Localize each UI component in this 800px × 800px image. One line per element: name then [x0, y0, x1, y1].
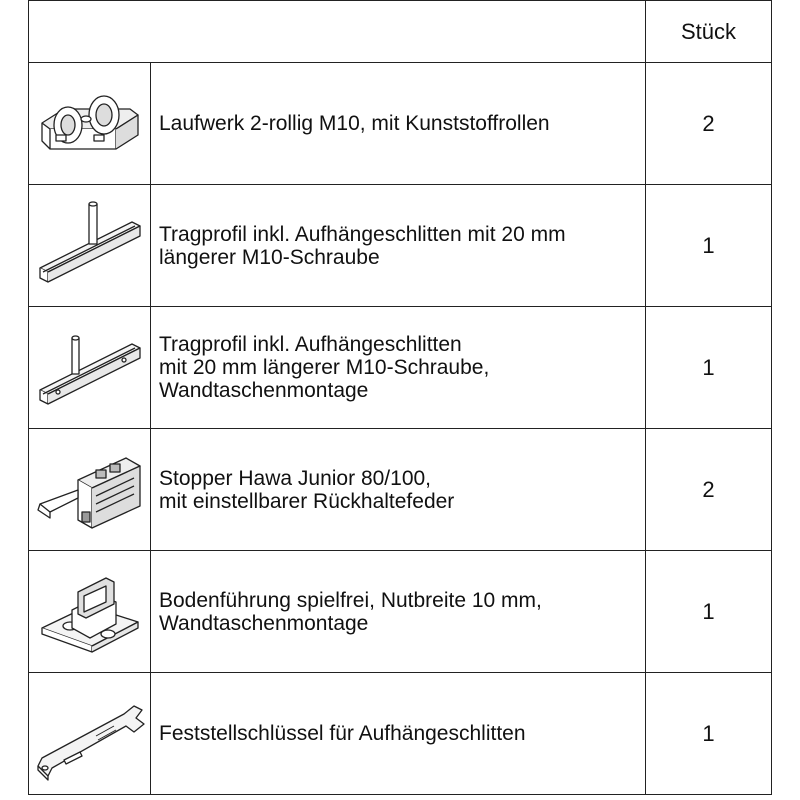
description-line: Wandtaschenmontage: [159, 611, 369, 635]
description-line: Tragprofil inkl. Aufhängeschlitten mit 20 mm: [159, 222, 566, 246]
description-line: Feststellschlüssel für Aufhängeschlitten: [159, 722, 526, 745]
support-profile-icon: [34, 196, 146, 296]
header-empty-cell: [29, 1, 646, 63]
item-qty: 1: [646, 307, 772, 429]
item-description: [151, 673, 646, 795]
description-line: Wandtaschenmontage: [159, 379, 369, 402]
item-qty: 2: [646, 63, 772, 185]
item-image-cell: [29, 63, 151, 185]
item-qty: 1: [646, 551, 772, 673]
description-line: Stopper Hawa Junior 80/100,: [159, 466, 432, 490]
item-description: [151, 429, 646, 551]
header-row: [29, 1, 772, 63]
description-line: mit einstellbarer Rückhaltefeder: [159, 489, 455, 513]
table-row: [29, 673, 772, 795]
locking-wrench-icon: [34, 684, 146, 784]
parts-table: [28, 0, 772, 795]
stopper-icon: [34, 440, 146, 540]
floor-guide-icon: [34, 562, 146, 662]
item-qty: 1: [646, 673, 772, 795]
support-profile-wall-icon: [34, 318, 146, 418]
table-row: [29, 63, 772, 185]
table-row: [29, 551, 772, 673]
item-image-cell: [29, 673, 151, 795]
description-line: Bodenführung spielfrei, Nutbreite 10 mm,: [159, 588, 542, 612]
running-gear-icon: [34, 79, 146, 169]
item-qty: 1: [646, 185, 772, 307]
item-image-cell: [29, 551, 151, 673]
table-row: [29, 307, 772, 429]
item-image-cell: [29, 307, 151, 429]
item-image-cell: [29, 185, 151, 307]
item-qty: 2: [646, 429, 772, 551]
item-description: [151, 307, 646, 429]
description-line: Laufwerk 2-rollig M10, mit Kunststoffrollen: [159, 112, 550, 135]
item-description: [151, 185, 646, 307]
description-line: längerer M10-Schraube: [159, 245, 380, 269]
table-row: [29, 185, 772, 307]
item-image-cell: [29, 429, 151, 551]
item-description: [151, 63, 646, 185]
description-line: Tragprofil inkl. Aufhängeschlitten: [159, 333, 462, 356]
description-line: mit 20 mm längerer M10-Schraube,: [159, 356, 490, 379]
qty-header: Stück: [646, 1, 772, 63]
item-description: [151, 551, 646, 673]
table-row: [29, 429, 772, 551]
